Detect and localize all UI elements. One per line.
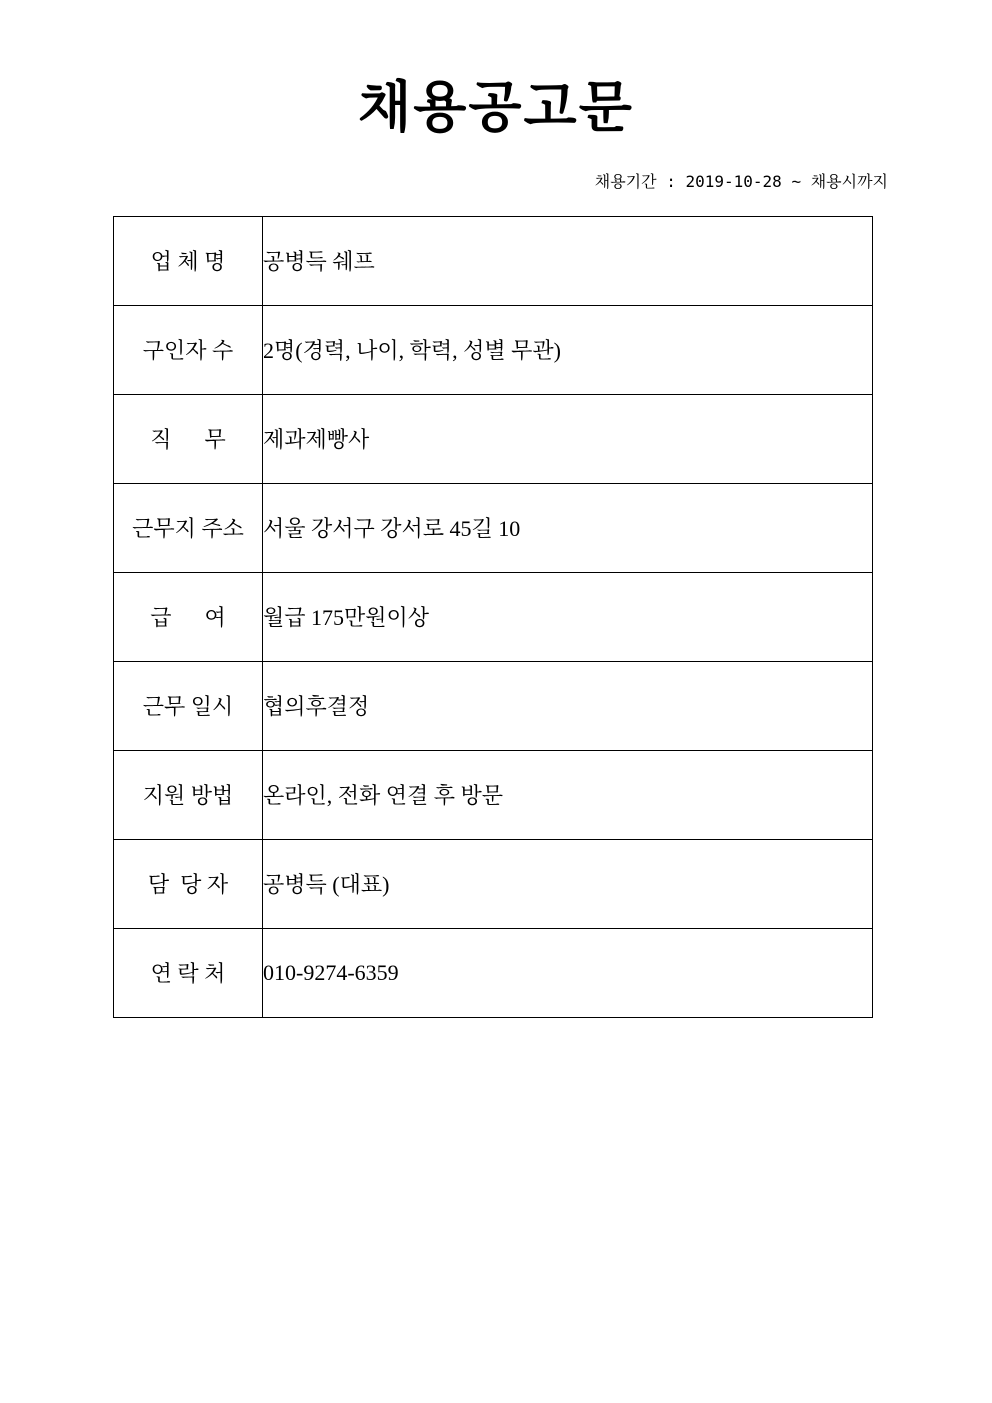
table-row [114,572,873,661]
row-label-contact-person [114,839,263,928]
row-value-work-schedule: 협의후결정 [263,661,873,750]
row-value-application-method: 온라인, 전화 연결 후 방문 [263,750,873,839]
row-value-contact-person: 공병득 (대표) [263,839,873,928]
table-row [114,661,873,750]
row-label-company-name [114,216,263,305]
row-label-phone [114,928,263,1017]
label-text: 급 여 [150,605,226,630]
row-value-salary: 월급 175만원이상 [263,572,873,661]
row-value-phone: 010-9274-6359 [263,928,873,1017]
row-label-work-address [114,483,263,572]
table-row [114,839,873,928]
table-row [114,394,873,483]
row-value-job-duty: 제과제빵사 [263,394,873,483]
label-text: 연 락 처 [150,961,226,986]
row-value-headcount: 2명(경력, 나이, 학력, 성별 무관) [263,305,873,394]
job-notice-table [113,216,873,1018]
table-row [114,750,873,839]
label-text: 지원 방법 [142,783,234,808]
label-text: 근무지 주소 [132,516,244,541]
label-text: 근무 일시 [142,694,234,719]
page-title: 채용공고문 [358,77,634,138]
table-row [114,216,873,305]
row-label-salary [114,572,263,661]
label-text: 담 당 자 [147,872,229,897]
label-text: 구인자 수 [142,338,234,363]
table-row [114,483,873,572]
row-label-job-duty [114,394,263,483]
table-row [114,305,873,394]
row-label-headcount [114,305,263,394]
row-value-work-address: 서울 강서구 강서로 45길 10 [263,483,873,572]
row-value-company-name: 공병득 쉐프 [263,216,873,305]
label-text: 업 체 명 [150,249,226,274]
row-label-application-method [114,750,263,839]
row-label-work-schedule [114,661,263,750]
table-row [114,928,873,1017]
label-text: 직 무 [150,427,226,452]
recruitment-period-text: 채용기간 : 2019-10-28 ~ 채용시까지 [594,171,888,191]
